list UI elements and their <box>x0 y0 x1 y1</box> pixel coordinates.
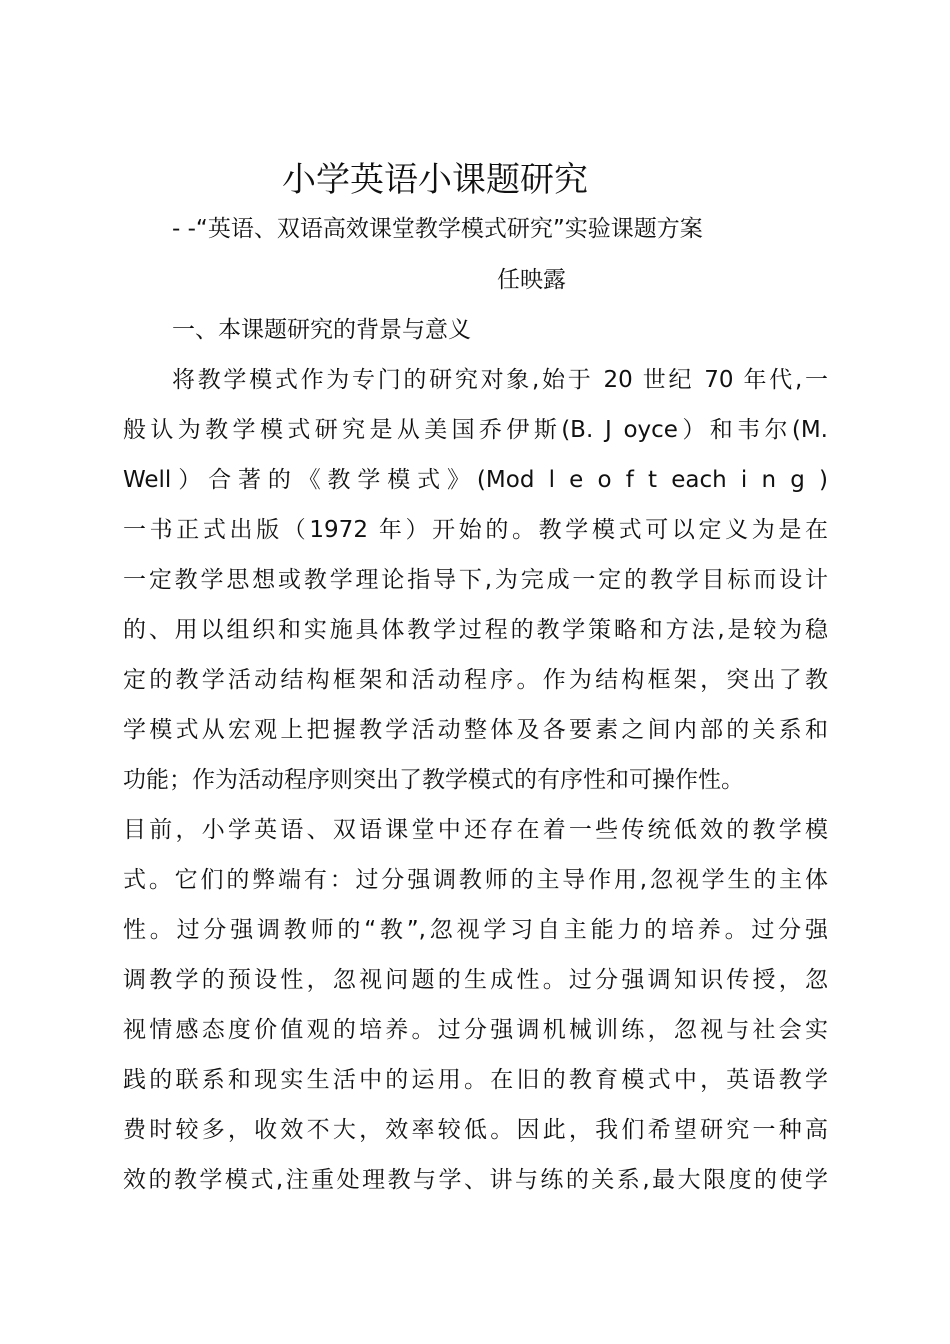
section-heading: 一、本课题研究的背景与意义 <box>172 317 471 343</box>
paragraph-line: 的、用以组织和实施具体教学过程的教学策略和方法,是较为稳 <box>123 617 828 643</box>
paragraph-line: 性。过分强调教师的“教”,忽视学习自主能力的培养。过分强 <box>123 917 828 943</box>
paragraph-line: 视情感态度价值观的培养。过分强调机械训练，忽视与社会实 <box>123 1017 828 1043</box>
document-title: 小学英语小课题研究 <box>282 160 588 200</box>
paragraph-line: 式。它们的弊端有：过分强调教师的主导作用,忽视学生的主体 <box>123 867 828 893</box>
paragraph-line: 践的联系和现实生活中的运用。在旧的教育模式中，英语教学 <box>123 1067 828 1093</box>
paragraph-line: 般认为教学模式研究是从美国乔伊斯(B. J oyce）和韦尔(M. <box>123 417 828 443</box>
paragraph-line: 学模式从宏观上把握教学活动整体及各要素之间内部的关系和 <box>123 717 828 743</box>
paragraph-line: 一书正式出版（1972 年）开始的。教学模式可以定义为是在 <box>123 517 828 543</box>
paragraph-line: 定的教学活动结构框架和活动程序。作为结构框架，突出了教 <box>123 667 828 693</box>
paragraph-line: 将教学模式作为专门的研究对象,始于 20 世纪 70 年代,一 <box>172 367 828 393</box>
document-subtitle: - -“英语、双语高效课堂教学模式研究”实验课题方案 <box>172 216 703 242</box>
paragraph-line: 目前，小学英语、双语课堂中还存在着一些传统低效的教学模 <box>123 817 828 843</box>
paragraph-line: 费时较多，收效不大，效率较低。因此，我们希望研究一种高 <box>123 1117 828 1143</box>
author-name: 任映露 <box>497 267 566 293</box>
paragraph-line: 一定教学思想或教学理论指导下,为完成一定的教学目标而设计 <box>123 567 828 593</box>
paragraph-line: 调教学的预设性，忽视问题的生成性。过分强调知识传授，忽 <box>123 967 828 993</box>
paragraph-line: 效的教学模式,注重处理教与学、讲与练的关系,最大限度的使学 <box>123 1167 828 1193</box>
paragraph-line: 功能；作为活动程序则突出了教学模式的有序性和可操作性。 <box>123 767 744 793</box>
paragraph-line: Well）合著的《教学模式》(Mod l e o f t each i n g ) <box>123 467 828 493</box>
